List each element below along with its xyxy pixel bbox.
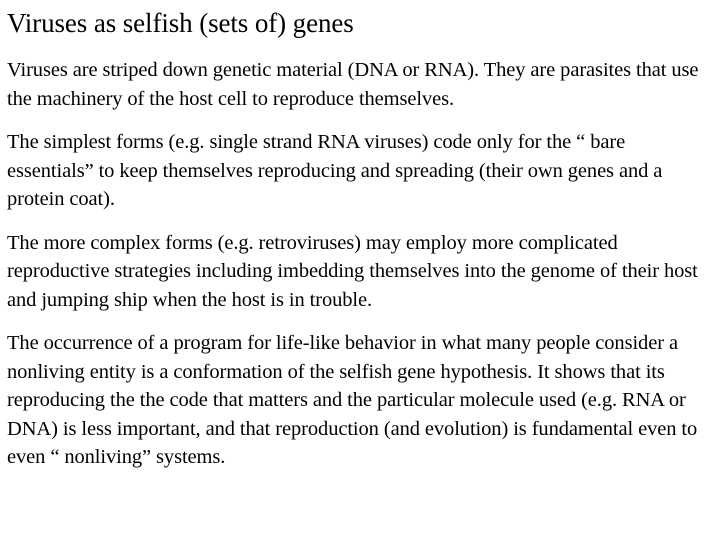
- paragraph-viruses-definition: Viruses are striped down genetic material (DNA or RNA). They are parasites that use the machinery of the host cell to reproduce themselves.: [7, 59, 699, 110]
- slide-title: Viruses as selfish (sets of) genes: [7, 8, 354, 38]
- paragraph-simplest-forms: The simplest forms (e.g. single strand RNA viruses) code only for the “ bare essentials” to keep themselves reproducing and spreading (their own genes and a protein coat).: [7, 131, 663, 210]
- paragraph-selfish-gene-hypothesis: The occurrence of a program for life-like behavior in what many people consider a nonliving entity is a conformation of the selfish gene hypothesis. It shows that its reproducing the the code that matters and the particular molecule used (e.g. RNA or DNA) is less important, and that reproduction (and evolution) is fundamental even to even “ nonliving” systems.: [7, 332, 698, 468]
- paragraph-complex-forms: The more complex forms (e.g. retroviruses) may employ more complicated reproductive strategies including imbedding themselves into the genome of their host and jumping ship when the host is in trouble.: [7, 231, 698, 311]
